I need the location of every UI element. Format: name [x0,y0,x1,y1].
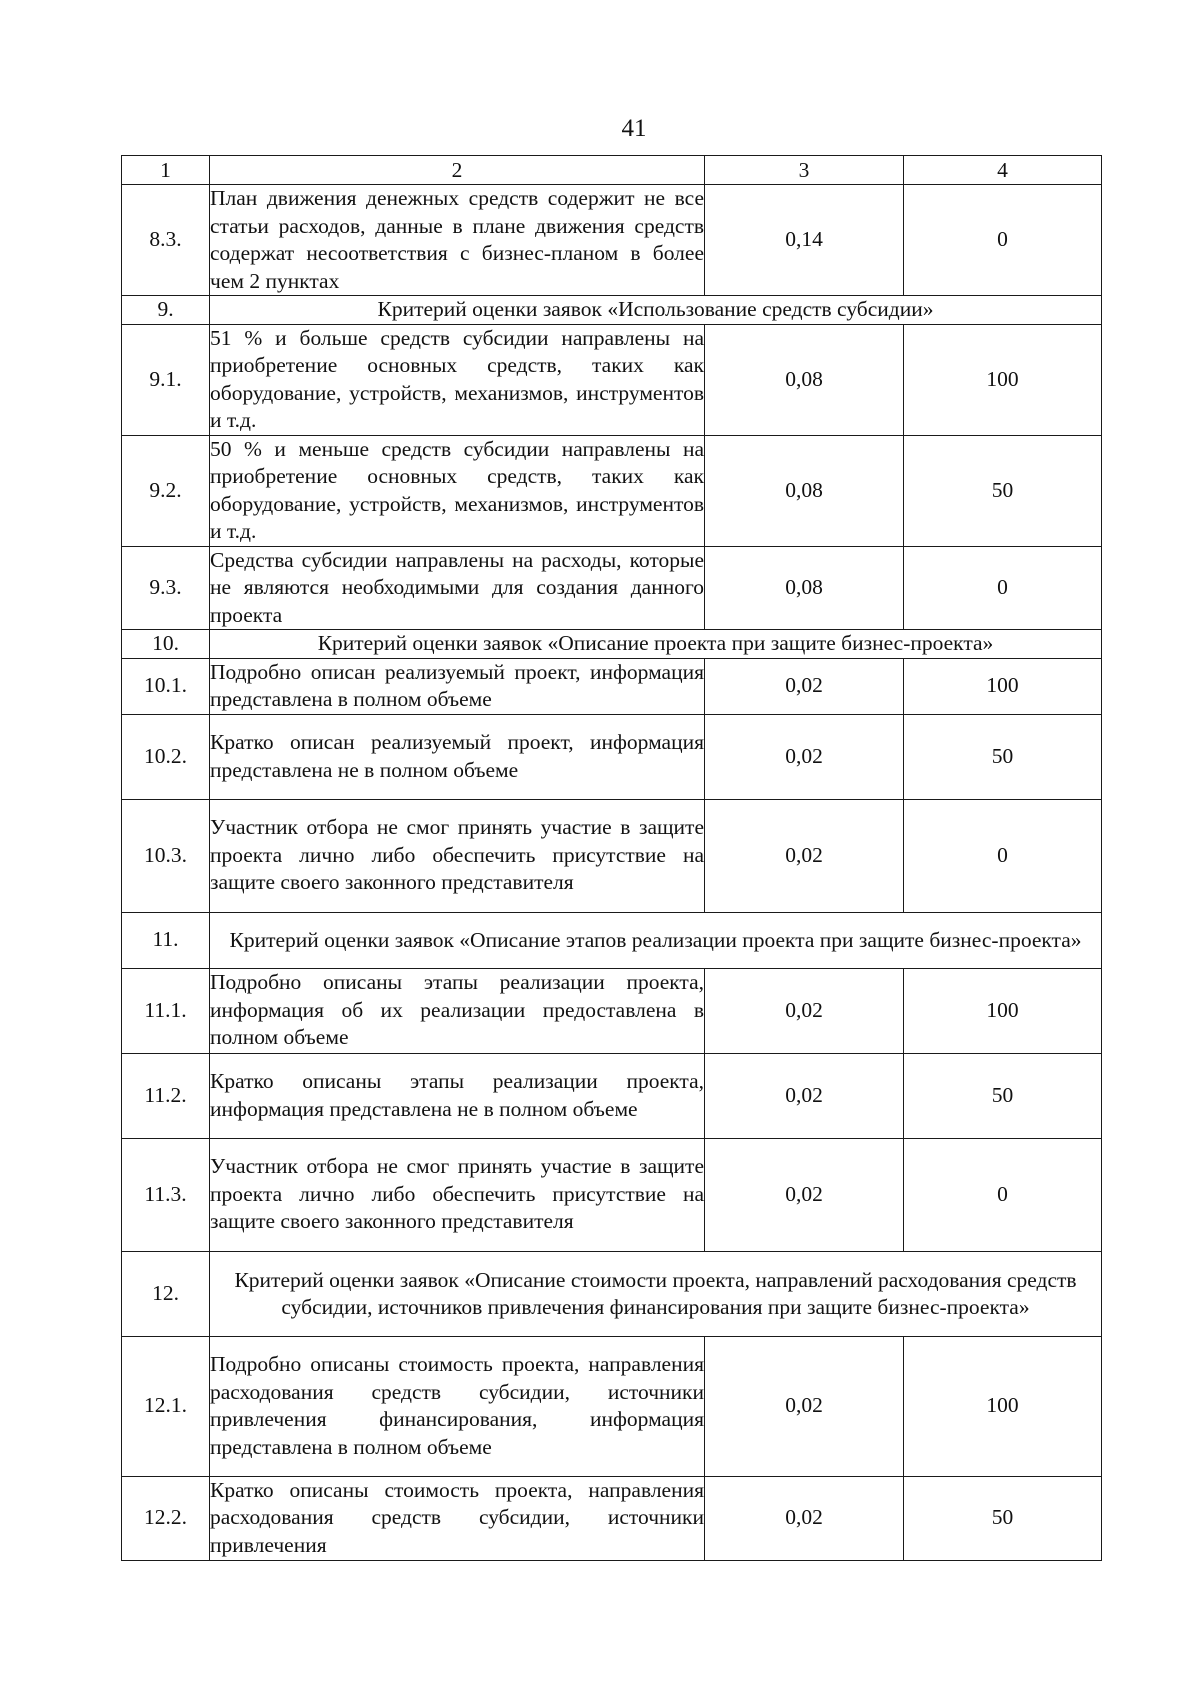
score-value: 100 [904,658,1102,714]
table-row [122,1053,1102,1138]
weight-value: 0,02 [705,1138,904,1251]
score-value: 100 [904,1336,1102,1476]
score-value: 100 [904,324,1102,435]
score-value: 50 [904,1053,1102,1138]
section-row [122,912,1102,968]
score-value: 0 [904,546,1102,630]
section-number: 12. [122,1251,210,1336]
weight-value: 0,02 [705,968,904,1053]
score-value: 0 [904,185,1102,296]
criterion-text: Кратко описаны стоимость проекта, направления расходования средств субсидии, источники привлечения [210,1476,705,1560]
row-number: 9.2. [122,435,210,546]
weight-value: 0,02 [705,1336,904,1476]
score-value: 0 [904,1138,1102,1251]
criterion-text: План движения денежных средств содержит не все статьи расходов, данные в плане движения средств содержат несоответствия с бизнес-планом в более чем 2 пунктах [210,185,705,296]
column-header: 2 [210,156,705,185]
column-header: 3 [705,156,904,185]
table-row [122,968,1102,1053]
row-number: 10.1. [122,658,210,714]
criterion-text: Подробно описаны стоимость проекта, направления расходования средств субсидии, источники привлечения финансирования, информация представлена в полном объеме [210,1336,705,1476]
score-value: 0 [904,799,1102,912]
score-value: 100 [904,968,1102,1053]
row-number: 10.2. [122,714,210,799]
criterion-text: Подробно описаны этапы реализации проекта, информация об их реализации предоставлена в полном объеме [210,968,705,1053]
weight-value: 0,02 [705,658,904,714]
table-row [122,799,1102,912]
section-title: Критерий оценки заявок «Описание стоимости проекта, направлений расходования средств субсидии, источников привлечения финансирования при защите бизнес-проекта» [210,1251,1102,1336]
criterion-text: 50 % и меньше средств субсидии направлены на приобретение основных средств, таких как оборудование, устройств, механизмов, инструментов и т.д. [210,435,705,546]
score-value: 50 [904,1476,1102,1560]
score-value: 50 [904,435,1102,546]
section-row [122,296,1102,325]
table-row [122,1138,1102,1251]
weight-value: 0,08 [705,324,904,435]
table-row [122,324,1102,435]
row-number: 8.3. [122,185,210,296]
table-row [122,1336,1102,1476]
criterion-text: Кратко описан реализуемый проект, информация представлена не в полном объеме [210,714,705,799]
section-row [122,630,1102,659]
row-number: 12.2. [122,1476,210,1560]
row-number: 11.2. [122,1053,210,1138]
weight-value: 0,08 [705,435,904,546]
section-row [122,1251,1102,1336]
column-header: 4 [904,156,1102,185]
weight-value: 0,02 [705,714,904,799]
criterion-text: Участник отбора не смог принять участие в защите проекта лично либо обеспечить присутствие на защите своего законного представителя [210,799,705,912]
section-title: Критерий оценки заявок «Описание проекта при защите бизнес-проекта» [210,630,1102,659]
section-number: 10. [122,630,210,659]
row-number: 11.3. [122,1138,210,1251]
table-row [122,1476,1102,1560]
section-title: Критерий оценки заявок «Описание этапов реализации проекта при защите бизнес-проекта» [210,912,1102,968]
row-number: 9.3. [122,546,210,630]
weight-value: 0,08 [705,546,904,630]
table-row [122,658,1102,714]
row-number: 12.1. [122,1336,210,1476]
row-number: 10.3. [122,799,210,912]
table-row [122,546,1102,630]
criterion-text: Подробно описан реализуемый проект, информация представлена в полном объеме [210,658,705,714]
table-row [122,714,1102,799]
table-row [122,435,1102,546]
section-number: 11. [122,912,210,968]
table-header-row [122,156,1102,185]
weight-value: 0,02 [705,799,904,912]
section-title: Критерий оценки заявок «Использование средств субсидии» [210,296,1102,325]
weight-value: 0,14 [705,185,904,296]
criterion-text: Участник отбора не смог принять участие в защите проекта лично либо обеспечить присутствие на защите своего законного представителя [210,1138,705,1251]
row-number: 11.1. [122,968,210,1053]
column-header: 1 [122,156,210,185]
page-number: 41 [621,115,647,142]
weight-value: 0,02 [705,1476,904,1560]
criterion-text: 51 % и больше средств субсидии направлены на приобретение основных средств, таких как оборудование, устройств, механизмов, инструментов и т.д. [210,324,705,435]
section-number: 9. [122,296,210,325]
score-value: 50 [904,714,1102,799]
weight-value: 0,02 [705,1053,904,1138]
criterion-text: Средства субсидии направлены на расходы, которые не являются необходимыми для создания данного проекта [210,546,705,630]
criterion-text: Кратко описаны этапы реализации проекта, информация представлена не в полном объеме [210,1053,705,1138]
table-row [122,185,1102,296]
row-number: 9.1. [122,324,210,435]
criteria-table [121,155,1102,1561]
